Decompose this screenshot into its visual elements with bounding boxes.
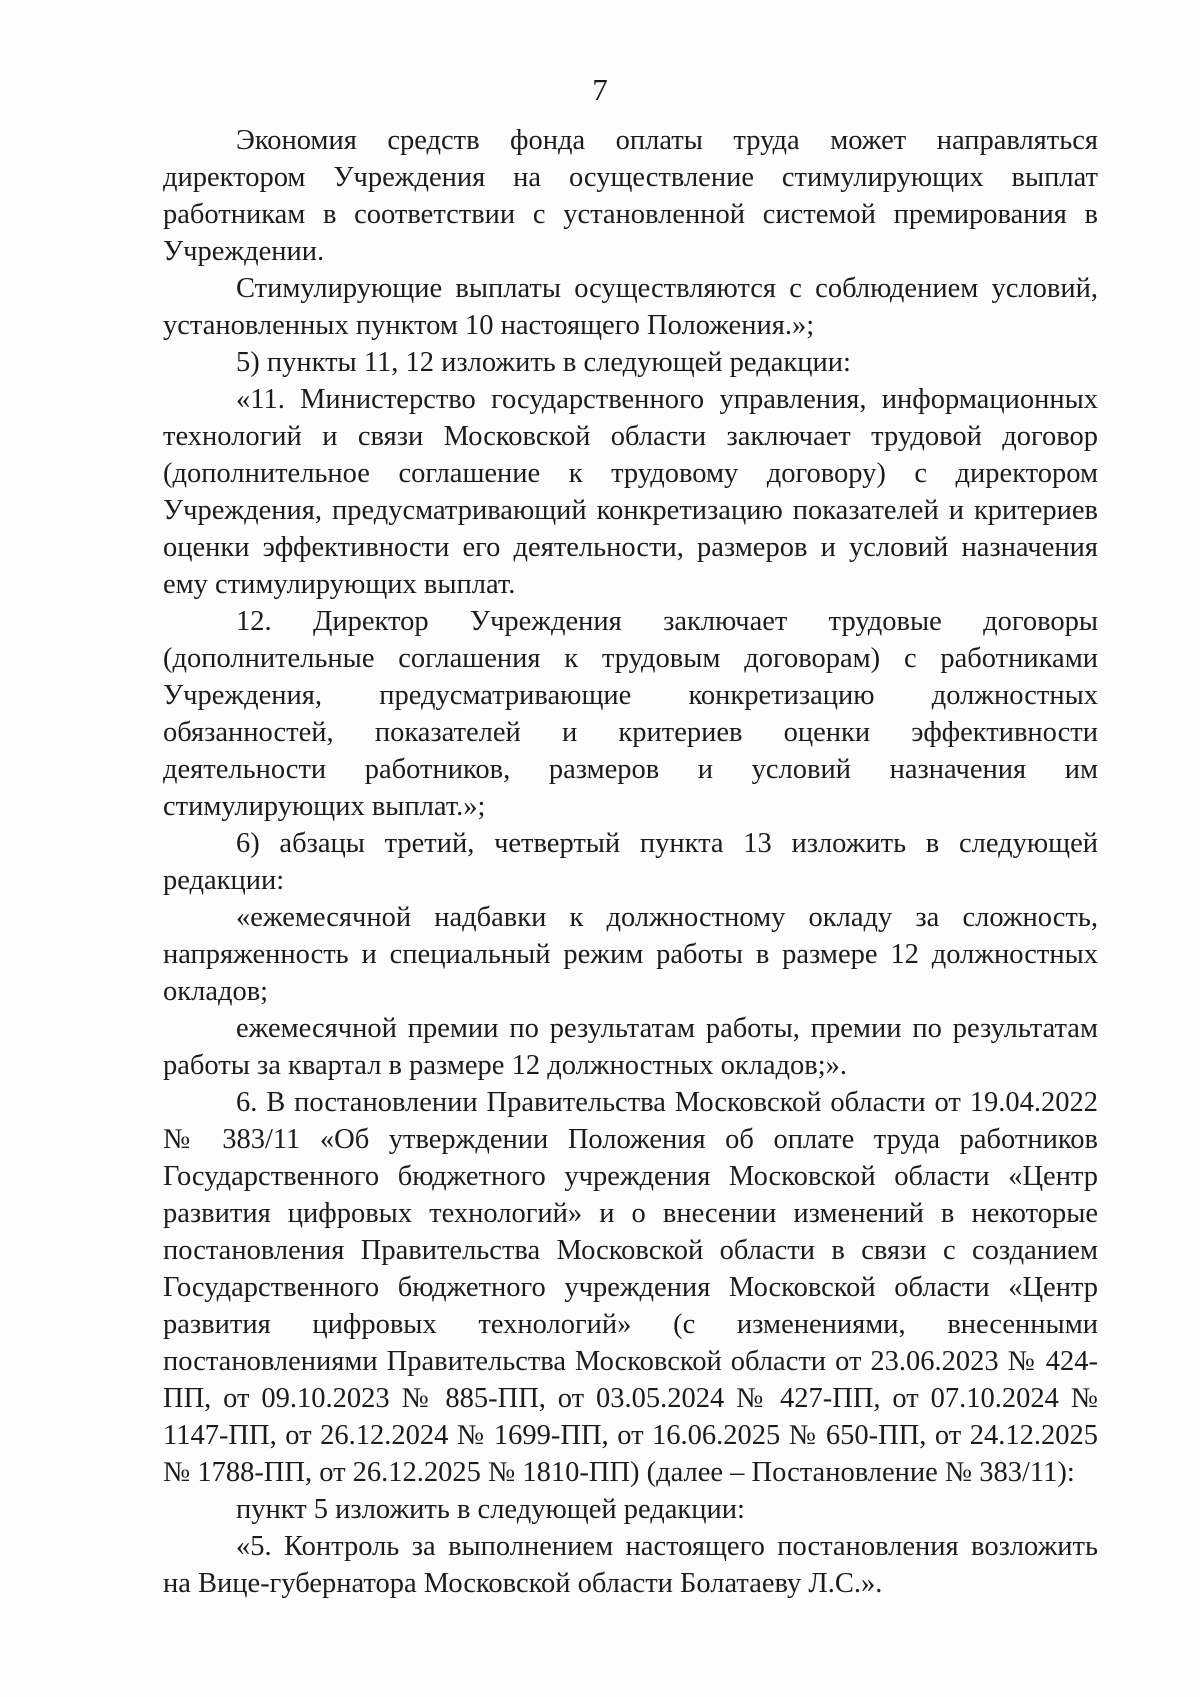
document-body <box>163 122 1098 1602</box>
paragraph: 6) абзацы третий, четвертый пункта 13 изложить в следующей редакции: <box>163 828 1098 896</box>
paragraph: пункт 5 изложить в следующей редакции: <box>236 1494 745 1525</box>
paragraph: «11. Министерство государственного управления, информационных технологий и связи Московской области заключает трудовой договор (дополнительное соглашение к трудовому договору) с директором Учреждения, предусматривающий конкретизацию показателей и критериев оценки эффективности его деятельности, размеров и условий назначения ему стимулирующих выплат. <box>163 384 1098 600</box>
paragraph: 12. Директор Учреждения заключает трудовые договоры (дополнительные соглашения к трудовым договорам) с работниками Учреждения, предусматривающие конкретизацию должностных обязанностей, показателей и критериев оценки эффективности деятельности работников, размеров и условий назначения им стимулирующих выплат.»; <box>163 606 1098 822</box>
paragraph: Экономия средств фонда оплаты труда может направляться директором Учреждения на осуществление стимулирующих выплат работникам в соответствии с установленной системой премирования в Учреждении. <box>163 125 1098 267</box>
paragraph: 6. В постановлении Правительства Московской области от 19.04.2022 № 383/11 «Об утверждении Положения об оплате труда работников Государственного бюджетного учреждения Московской области «Центр развития цифровых технологий» и о внесении изменений в некоторые постановления Правительства Московской области в связи с созданием Государственного бюджетного учреждения Московской области «Центр развития цифровых технологий» (с изменениями, внесенными постановлениями Правительства Московской области от 23.06.2023 № 424-ПП, от 09.10.2023 № 885-ПП, от 03.05.2024 № 427-ПП, от 07.10.2024 № 1147-ПП, от 26.12.2024 № 1699-ПП, от 16.06.2025 № 650-ПП, от 24.12.2025 № 1788-ПП, от 26.12.2025 № 1810-ПП) (далее – Постановление № 383/11): <box>163 1087 1098 1488</box>
paragraph: Стимулирующие выплаты осуществляются с соблюдением условий, установленных пунктом 10 настоящего Положения.»; <box>163 273 1098 341</box>
paragraph: «ежемесячной надбавки к должностному окладу за сложность, напряженность и специальный режим работы в размере 12 должностных окладов; <box>163 902 1098 1007</box>
paragraph: «5. Контроль за выполнением настоящего постановления возложить на Вице-губернатора Московской области Болатаеву Л.С.». <box>163 1531 1098 1599</box>
paragraph: ежемесячной премии по результатам работы, премии по результатам работы за квартал в размере 12 должностных окладов;». <box>163 1013 1098 1081</box>
page-number: 7 <box>592 72 608 107</box>
paragraph: 5) пункты 11, 12 изложить в следующей редакции: <box>236 347 851 378</box>
